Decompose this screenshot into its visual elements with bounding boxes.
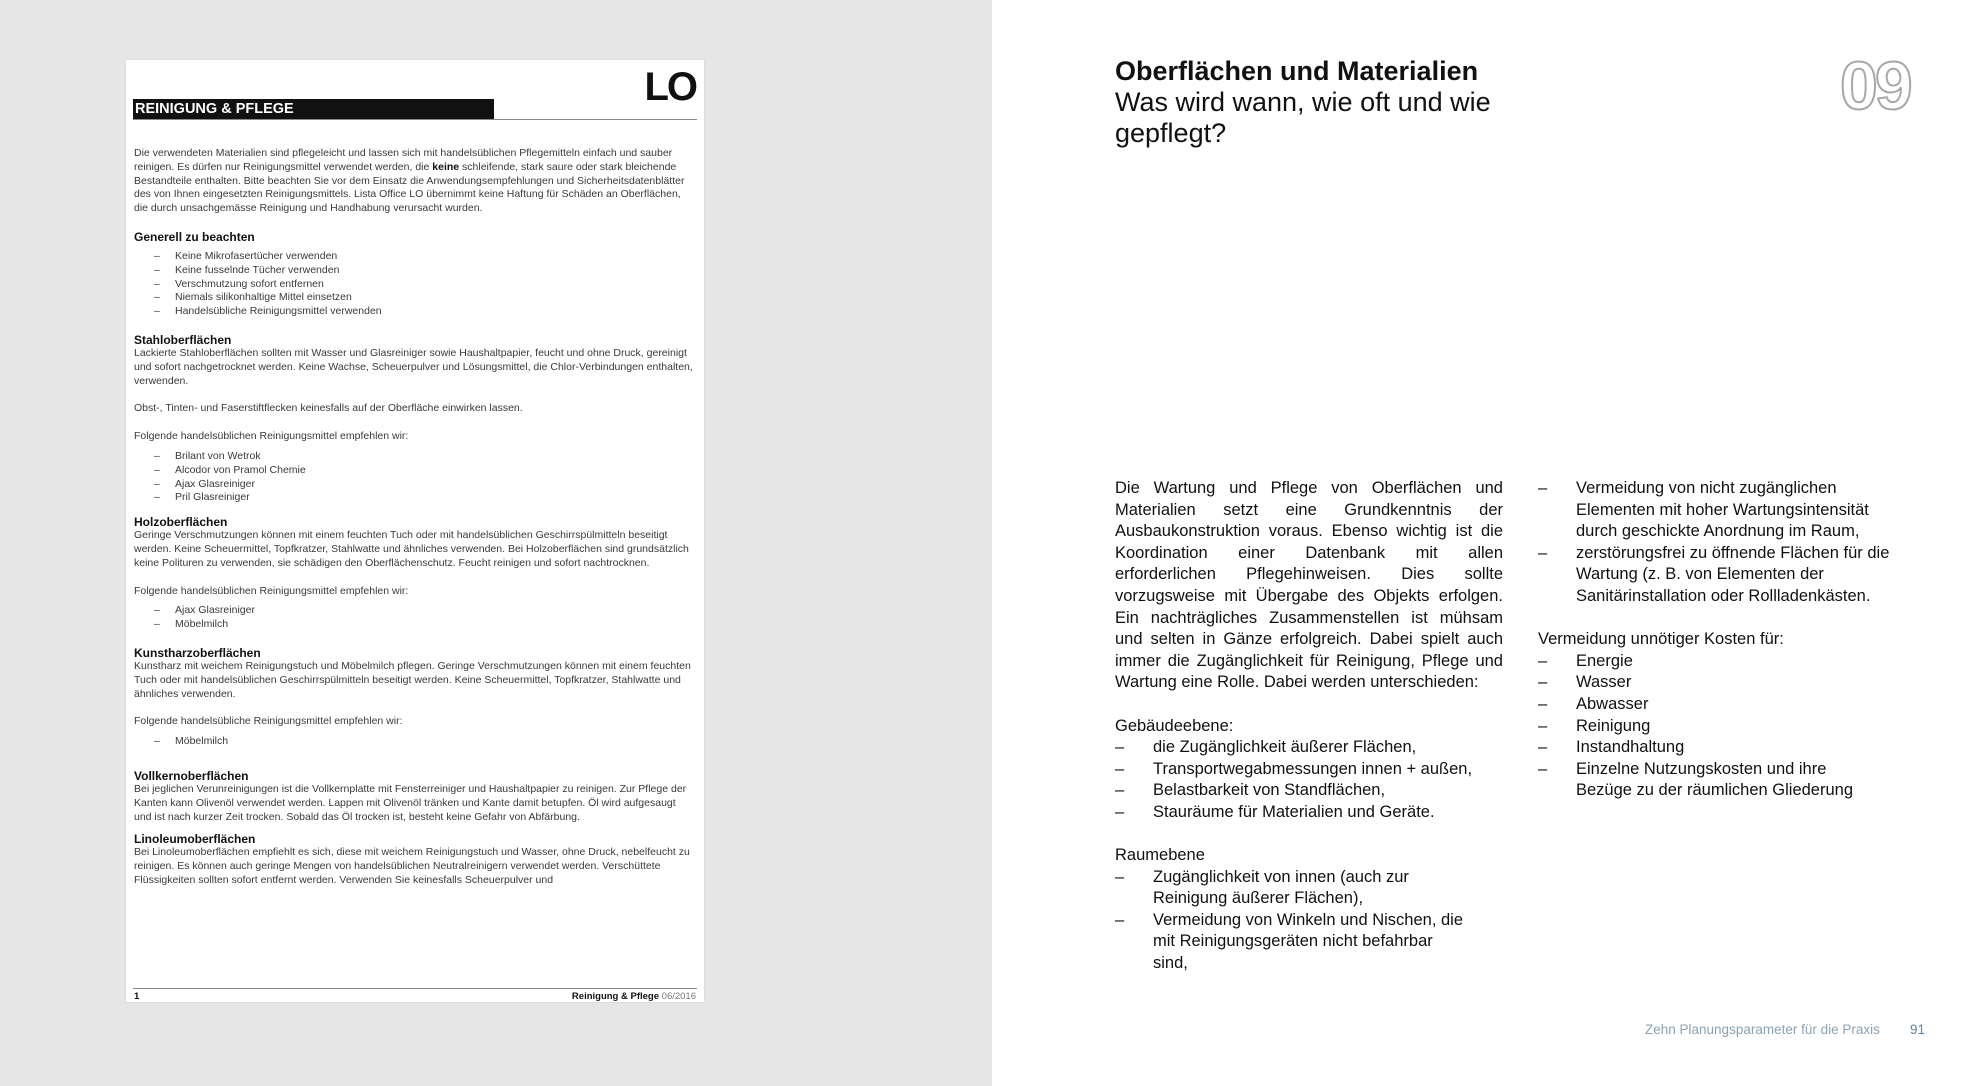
footer-page-number: 91 — [1910, 1022, 1926, 1037]
list-item: – Zugänglichkeit von innen (auch zur Reinigung äußerer Flächen), — [1115, 867, 1409, 908]
list-item: – Transportwegabmessungen innen + außen, — [1115, 759, 1473, 778]
header-divider — [133, 119, 697, 120]
stahl-text: Lackierte Stahloberflächen sollten mit Wasser und Glasreiniger sowie Haushaltpapier, feucht und ohne Druck, gereinigt und sofort nachgetrocknet werden. Keine Wachse, Scheuerpulver und Lösungsmittel, die Chlor-Verbindungen enthalten, verwenden. — [134, 346, 693, 387]
list-item: – zerstörungsfrei zu öffnende Flächen für die Wartung (z. B. von Elementen der Sanitärinstallation oder Rollladenkästen. — [1538, 543, 1890, 605]
text-column-right — [1538, 478, 1918, 802]
list-item: – Ajax Glasreiniger — [134, 604, 694, 618]
list-item: – Handelsübliche Reinigungsmittel verwenden — [134, 305, 694, 319]
stahl-text-2: Obst-, Tinten- und Faserstiftflecken keinesfalls auf der Oberfläche einwirken lassen. — [134, 402, 523, 415]
footer-divider — [133, 988, 697, 989]
holz-text: Geringe Verschmutzungen können mit einem feuchten Tuch oder mit handelsüblichen Geschirrspülmitteln beseitigt werden. Keine Scheuermittel, Topfkratzer, Stahlwatte und ähnliches verwenden. Bei Holzoberflächen sind grundsätzlich keine Polituren zu verwenden, sie schädigen den Oberflächenschutz. Feucht reinigen und sofort nachtrocknen. — [134, 529, 689, 569]
list-item: – Möbelmilch — [134, 618, 694, 632]
intro-paragraph: Die verwendeten Materialien sind pflegeleicht und lassen sich mit handelsüblichen Pflegemitteln einfach und sauber reinigen. Es dürfen nur Reinigungsmittel verwendet werden, die keine schleifende, stark saure oder stark bleichende Bestandteile enthalten. Bitte beachten Sie vor dem Einsatz die Anwendungsempfehlungen und Sicherheitsdatenblätter des von Ihnen eingesetzten Reinigungsmittels. Lista Office LO übernimmt keine Haftung für Schäden an Oberflächen, die durch unsachgemässe Reinigung und Handhabung verursacht wurden. — [134, 147, 685, 215]
generell-list — [134, 250, 694, 319]
heading-generell: Generell zu beachten — [134, 229, 255, 244]
list-item: – Vermeidung von nicht zugänglichen Elementen mit hoher Wartungsintensität durch geschickte Anordnung im Raum, — [1538, 479, 1869, 541]
gebaeude-heading: Gebäudeebene: — [1115, 716, 1234, 735]
list-item: – Wasser — [1538, 673, 1632, 692]
footer-section-label: Zehn Planungsparameter für die Praxis — [1645, 1022, 1880, 1037]
list-item: – Pril Glasreiniger — [134, 491, 694, 505]
intro-paragraph: Die Wartung und Pflege von Oberflächen und Materialien setzt eine Grundkenntnis der Ausbaukonstruktion voraus. Ebenso wichtig ist die Koordination einer Datenbank mit allen erforderlichen Pflegehinweisen. Dies sollte vorzugsweise mit Übergabe des Objekts erfolgen. Ein nachträgliches Zusammenstellen ist mühsam und selten in Gänze erfolgreich. Dabei spielt auch immer die Zugänglichkeit für Reinigung, Pflege und Wartung eine Rolle. Dabei werden unterschieden: — [1115, 479, 1503, 692]
chapter-number: 09 — [1840, 48, 1910, 124]
list-item: – Einzelne Nutzungskosten und ihre Bezüge zu der räumlichen Gliederung — [1538, 759, 1853, 800]
kunstharz-text-2: Folgende handelsübliche Reinigungsmittel empfehlen wir: — [134, 715, 403, 728]
list-item: – Alcodor von Pramol Chemie — [134, 464, 694, 478]
vollkern-text: Bei jeglichen Verunreinigungen ist die Vollkernplatte mit Fensterreiniger und Haushaltpapier zu reinigen. Zur Pflege der Kanten kann Olivenöl verwendet werden. Lappen mit Olivenöl tränken und Kante damit betupfen. Öl wird aufgesaugt und ist nach kurzer Zeit trocken. Sobald das Öl trocken ist, besteht keine Gefahr von Abfärbung. — [134, 782, 687, 823]
kunstharz-text: Kunstharz mit weichem Reinigungstuch und Möbelmilch pflegen. Geringe Verschmutzungen können mit einem feuchten Tuch oder mit handelsüblichen Geschirrspülmitteln beseitigt werden. Keine Scheuermittel, Topfkratzer, Stahlwatte und ähnliches verwenden. — [134, 659, 691, 700]
document-body — [134, 147, 694, 902]
list-item: – Instandhaltung — [1538, 738, 1685, 757]
lo-logo: LO — [644, 65, 696, 109]
doc-page-number: 1 — [134, 991, 140, 1002]
heading-kunstharz: Kunstharzoberflächen — [134, 645, 261, 660]
list-item: – Niemals silikonhaltige Mittel einsetzen — [134, 291, 694, 305]
list-item: – Verschmutzung sofort entfernen — [134, 278, 694, 292]
holz-text-2: Folgende handelsüblichen Reinigungsmittel empfehlen wir: — [134, 584, 409, 597]
list-item: – Abwasser — [1538, 694, 1649, 713]
kunstharz-list — [134, 735, 694, 749]
page-subtitle: Was wird wann, wie oft und wie gepflegt? — [1115, 87, 1491, 148]
list-item: – Vermeidung von Winkeln und Nischen, die mit Reinigungsgeräten nicht befahrbar sind, — [1115, 910, 1464, 973]
list-item: – Stauräume für Materialien und Geräte. — [1115, 802, 1435, 821]
list-item: – Möbelmilch — [134, 735, 694, 749]
raum-heading: Raumebene — [1115, 846, 1205, 865]
doc-footer-label: Reinigung & Pflege 06/2016 — [571, 991, 696, 1002]
list-item: – Belastbarkeit von Standflächen, — [1115, 781, 1386, 800]
document-title: REINIGUNG & PFLEGE — [133, 99, 494, 119]
list-item: – Keine Mikrofasertücher verwenden — [134, 250, 694, 264]
page-title: Oberflächen und Materialien — [1115, 56, 1479, 86]
holz-list — [134, 604, 694, 632]
heading-linoleum: Linoleumoberflächen — [134, 832, 256, 847]
linoleum-text: Bei Linoleumoberflächen empfiehlt es sich, diese mit weichem Reinigungstuch und Wasser, ohne Druck, nebelfeucht zu reinigen. Es können auch geringe Mengen von handelsüblichen Neutralreinigern verwendet werden. Verschüttete Flüssigkeiten sollten sofort entfernt werden. Verwenden Sie keinesfalls Scheuerpulver und — [134, 846, 690, 886]
embedded-care-document — [126, 60, 704, 1002]
list-item: – Keine fusselnde Tücher verwenden — [134, 264, 694, 278]
stahl-list — [134, 450, 694, 505]
list-item: – die Zugänglichkeit äußerer Flächen, — [1115, 738, 1417, 757]
list-item: – Energie — [1538, 651, 1633, 670]
list-item: – Reinigung — [1538, 716, 1651, 735]
text-column-left — [1115, 478, 1503, 975]
heading-holz: Holzoberflächen — [134, 515, 228, 530]
stahl-text-3: Folgende handelsüblichen Reinigungsmittel empfehlen wir: — [134, 430, 409, 443]
list-item: – Ajax Glasreiniger — [134, 478, 694, 492]
list-item: – Brilant von Wetrok — [134, 450, 694, 464]
kosten-heading: Vermeidung unnötiger Kosten für: — [1538, 630, 1784, 649]
heading-vollkern: Vollkernoberflächen — [134, 768, 249, 783]
heading-stahl: Stahloberflächen — [134, 332, 232, 347]
emphasis-keine: keine — [432, 160, 460, 173]
